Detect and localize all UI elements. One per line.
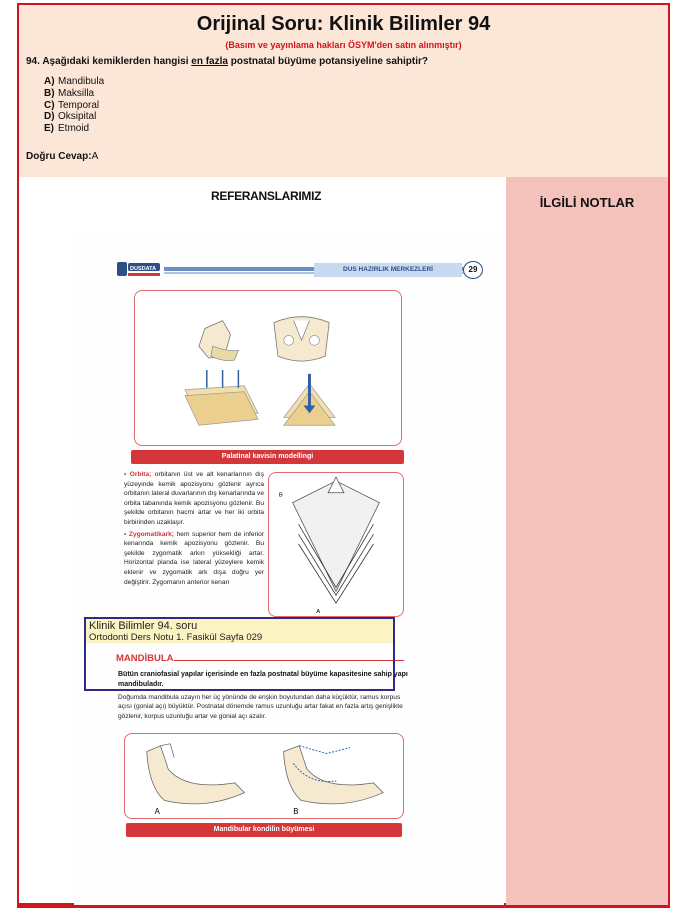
palate-layers-right-icon bbox=[284, 374, 335, 425]
reference-overlay-box bbox=[84, 617, 395, 691]
option-d: D) Oksipital bbox=[44, 111, 97, 123]
question-text bbox=[26, 56, 428, 67]
orbita-paragraph: • Orbita; orbitanın üst ve alt kenarlarının dış yüzeyinde kemik apozisyonu gözlenir ayrıca orbitanın lateral duvarlarının dış kenarlarında ve orbita tabanında kemik apozisyonu gözlenir. Bu şekilde orbitanın hacmi artar ve her iki orbita birbirinden uzaklaşır. bbox=[124, 471, 265, 526]
question-text-before: Aşağıdaki kemiklerden hangisi bbox=[42, 56, 192, 67]
logo-text: DUSDATA bbox=[130, 266, 157, 272]
fig3-label-a: A bbox=[154, 807, 160, 817]
reference-overlay-label bbox=[86, 619, 393, 643]
related-notes-title: İLGİLİ NOTLAR bbox=[539, 195, 635, 210]
book-page-image bbox=[74, 230, 504, 905]
mandibula-key-statement: Bütün craniofasial yapılar içerisinde en fazla postnatal büyüme kapasitesine sahip yapı mandibuladır. bbox=[118, 671, 408, 688]
references-title: REFERANSLARIMIZ bbox=[211, 189, 322, 203]
page-title: Orijinal Soru: Klinik Bilimler 94 bbox=[196, 13, 491, 35]
mandibular-condyle-figure bbox=[124, 733, 404, 819]
mandibula-heading: MANDİBULA bbox=[116, 653, 174, 664]
fig3-label-b: B bbox=[293, 807, 299, 817]
dusdata-logo-icon bbox=[117, 260, 161, 280]
page-frame bbox=[17, 3, 670, 908]
figure3-caption: Mandibular kondilin büyümesi bbox=[126, 823, 402, 837]
mandibula-paragraph: Doğumda mandibula uzayın her üç yönünde de erişkin boyutundan daha küçüktür, ramus korpus açısı (gonial açı) büyüktür. Postnatal dönemde ramus uzunluğu artar fakat en fazla artış genişlikte gözlenir, korpus uzunluğu artar ve gonial açı azalır. bbox=[118, 694, 403, 720]
fig2-label-b: B bbox=[278, 492, 283, 499]
mandible-a-icon bbox=[147, 744, 245, 816]
option-b: B) Maksilla bbox=[44, 87, 95, 99]
palate-layers-left-icon bbox=[185, 370, 258, 425]
option-e: E) Etmoid bbox=[44, 123, 90, 135]
palatal-modelling-figure bbox=[134, 290, 402, 446]
related-notes-panel bbox=[506, 177, 668, 905]
answer-label: Doğru Cevap: bbox=[26, 151, 92, 162]
option-a: A) Mandibula bbox=[44, 76, 105, 87]
v-growth-diagram bbox=[268, 472, 404, 617]
header-tab: DUS HAZIRLIK MERKEZLERİ bbox=[314, 263, 462, 277]
question-text-after: postnatal büyüme potansiyeline sahiptir? bbox=[227, 56, 429, 67]
reference-page-line: Ortodonti Ders Notu 1. Fasikül Sayfa 029 bbox=[89, 632, 263, 643]
question-number: 94. bbox=[26, 56, 40, 67]
page-number: 29 bbox=[463, 261, 483, 279]
zygoma-paragraph: • Zygomatikark; hem superior hem de inferior kenarında kemik apozisyonu gözlenir. Bu şekilde zygomatik arkın yüksekliği artar. Horizontal planda ise lateral yüzeylere kemik eklenir ve zygomatik ark dışa doğru yer değiştirir. Zygomanın anterior kenarı bbox=[124, 530, 265, 586]
question-box bbox=[19, 5, 668, 177]
orbita-zygoma-text bbox=[124, 470, 264, 589]
question-emphasis: en fazla bbox=[191, 56, 228, 67]
answer-value: A bbox=[91, 151, 99, 162]
rights-notice: (Basım ve yayınlama hakları ÖSYM'den satın alınmıştır) bbox=[225, 40, 462, 50]
option-c: C) Temporal bbox=[44, 99, 100, 111]
correct-answer bbox=[26, 151, 98, 162]
skull-lateral-icon bbox=[199, 321, 238, 361]
mandible-b-icon bbox=[284, 746, 384, 816]
figure1-caption: Palatinal kavisin modellingi bbox=[131, 450, 404, 464]
skull-frontal-icon bbox=[274, 317, 329, 361]
fig2-label-a: A bbox=[316, 608, 321, 615]
options-list bbox=[44, 76, 104, 135]
reference-source-line: Klinik Bilimler 94. soru bbox=[89, 620, 198, 632]
